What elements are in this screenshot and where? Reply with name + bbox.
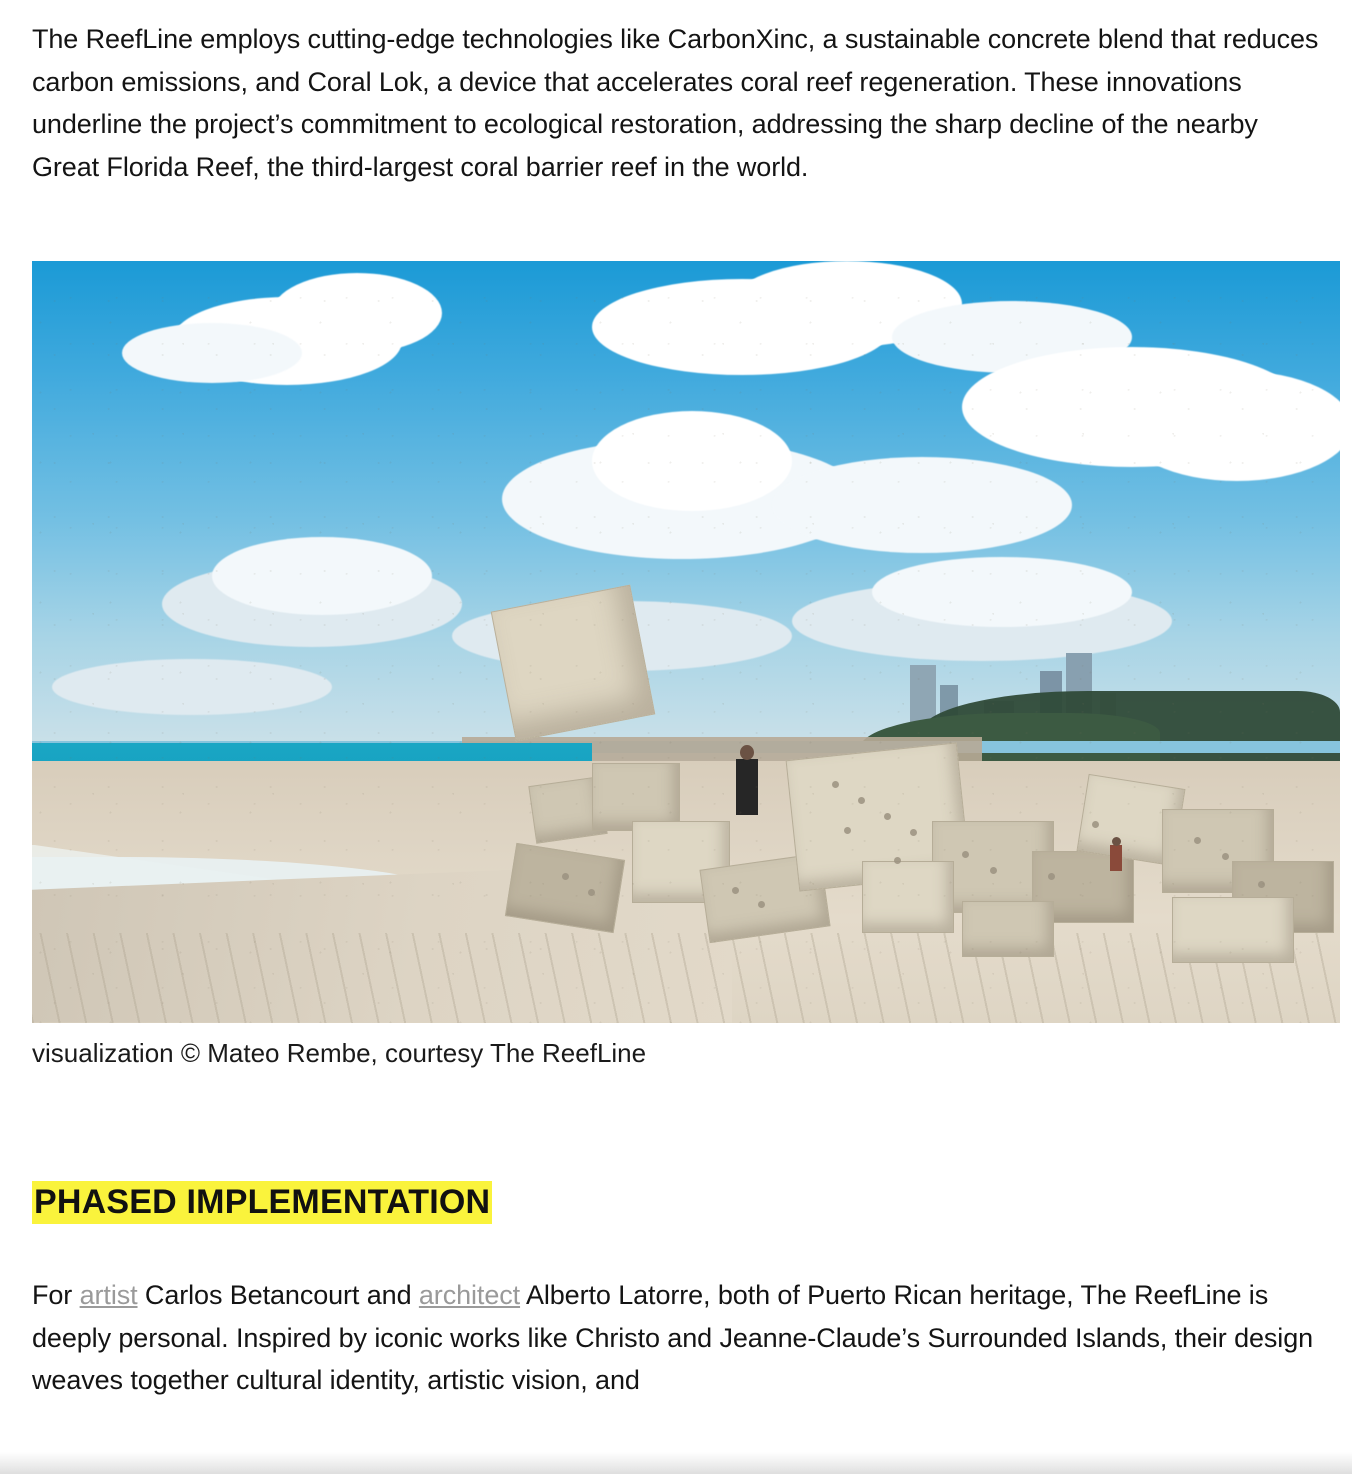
cloud — [772, 457, 1072, 553]
figure-caption: visualization © Mateo Rembe, courtesy The ReefLine — [32, 1037, 647, 1068]
reef-module — [1172, 897, 1294, 963]
sand-tracks — [32, 933, 1340, 1023]
cloud — [52, 659, 332, 715]
link-artist[interactable]: artist — [79, 1280, 138, 1311]
page-bottom-edge — [0, 1452, 1352, 1474]
reef-module-large — [491, 584, 656, 741]
text-between-links: Carlos Betancourt and — [137, 1280, 419, 1311]
article-figure — [32, 261, 1320, 1071]
reef-module — [862, 861, 954, 933]
figure-image — [32, 261, 1340, 1023]
reef-module — [962, 901, 1054, 957]
person-head — [740, 745, 754, 760]
cloud — [1122, 371, 1340, 481]
section-heading-text: PHASED IMPLEMENTATION — [32, 1181, 492, 1224]
page-title — [32, 1183, 492, 1222]
cloud — [592, 411, 792, 511]
link-architect[interactable]: architect — [418, 1280, 521, 1311]
cloud — [212, 537, 432, 615]
cloud — [272, 273, 442, 353]
text-after-link-architect: Alberto Latorre, both of Puerto Rican heritage, The ReefLine is deeply personal. Inspired by iconic works like Christo and Jeanne-Claude’s Surrounded Islands, their design weaves together cultural identity, artistic vision, and — [32, 1280, 1314, 1396]
person-seated — [1110, 845, 1122, 871]
person-walking — [736, 759, 758, 815]
paragraph-intro: The ReefLine employs cutting-edge technologies like CarbonXinc, a sustainable concrete blend that reduces carbon emissions, and Coral Lok, a device that accelerates coral reef regeneration. These innovations underline the project’s commitment to ecological restoration, addressing the sharp decline of the nearby Great Florida Reef, the third-largest coral barrier reef in the world. — [32, 24, 1319, 182]
cloud — [872, 557, 1132, 627]
paragraph-body — [32, 1274, 1320, 1402]
text-before-link-artist: For — [32, 1280, 80, 1311]
person-head — [1112, 837, 1121, 846]
cloud — [122, 323, 302, 383]
